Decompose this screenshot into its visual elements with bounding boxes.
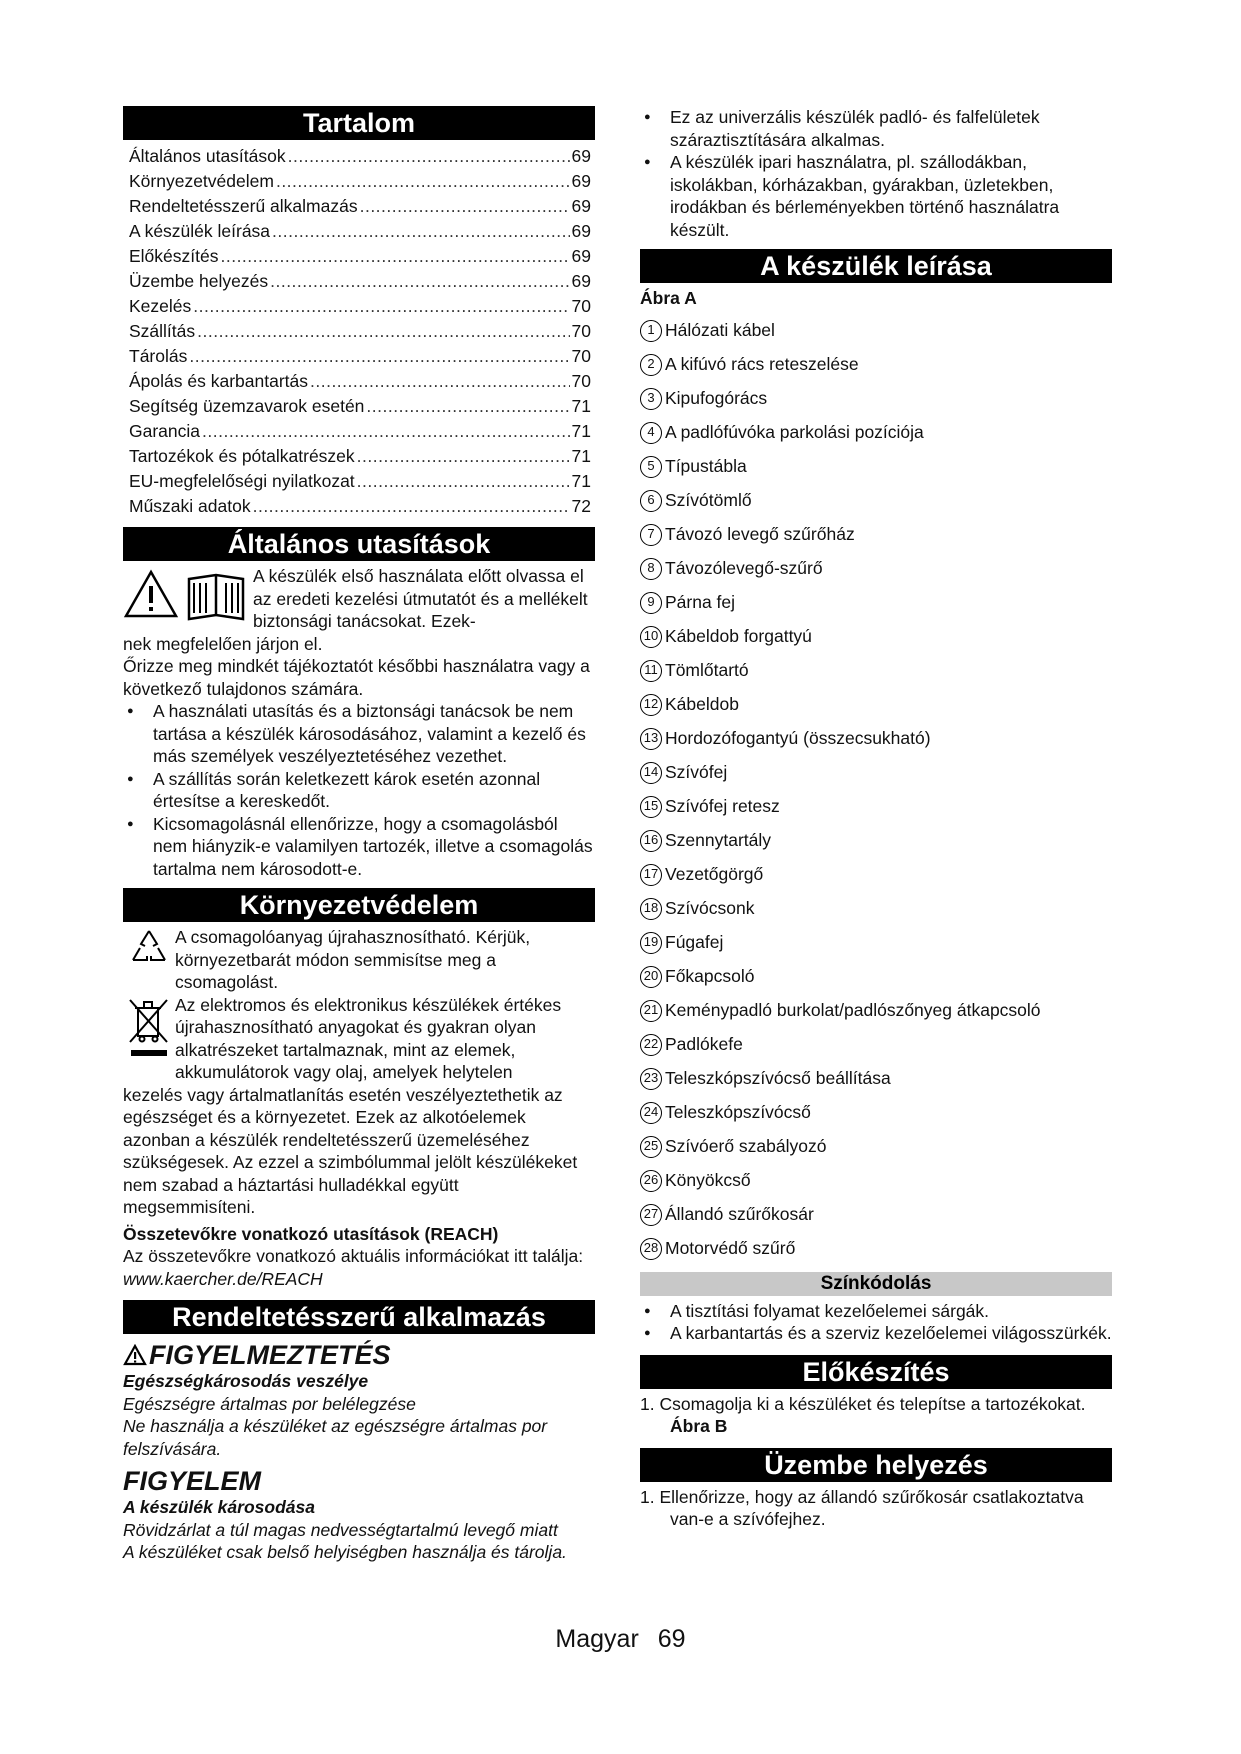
caution-line: A készüléket csak belső helyiségben használja és tárolja. bbox=[123, 1542, 567, 1562]
part-number: 18 bbox=[640, 898, 662, 920]
warning-triangle-icon bbox=[123, 1344, 147, 1366]
left-column bbox=[123, 106, 595, 1564]
page-number: 69 bbox=[657, 1625, 686, 1653]
list-item: 6 Szívótömlő bbox=[640, 484, 1112, 518]
startup-step: 1. Ellenőrizze, hogy az állandó szűrőkosár csatlakoztatva van-e a szívófejhez. bbox=[640, 1486, 1084, 1529]
preparation-step: 1. Csomagolja ki a készüléket és telepítse a tartozékokat. bbox=[640, 1393, 1086, 1414]
part-number: 9 bbox=[640, 592, 662, 614]
reach-text: Az összetevőkre vonatkozó aktuális információkat itt találja: www.kaercher.de/REACH bbox=[123, 1246, 584, 1289]
list-item: 8 Távozólevegő-szűrő bbox=[640, 552, 1112, 586]
intended-bullets bbox=[640, 106, 1112, 241]
toc-entry[interactable]: Szállítás ..... 70 bbox=[123, 319, 595, 344]
toc-entry[interactable]: Tartozékok és pótalkatrészek ..... 71 bbox=[123, 444, 595, 469]
toc-entry[interactable]: Üzembe helyezés ..... 69 bbox=[123, 269, 595, 294]
environment-heading: Környezetvédelem bbox=[123, 888, 595, 922]
list-item: ● A tisztítási folyamat kezelőelemei sárgák. bbox=[640, 1300, 1112, 1323]
list-item: 28 Motorvédő szűrő bbox=[640, 1232, 1112, 1266]
list-item: 17 Vezetőgörgő bbox=[640, 858, 1112, 892]
page-footer bbox=[0, 1625, 1241, 1653]
list-item: 3 Kipufogórács bbox=[640, 382, 1112, 416]
toc-entry[interactable]: Ápolás és karbantartás ..... 70 bbox=[123, 369, 595, 394]
toc-entry[interactable]: Segítség üzemzavarok esetén ..... 71 bbox=[123, 394, 595, 419]
part-number: 13 bbox=[640, 728, 662, 750]
toc-entry[interactable]: Kezelés ..... 70 bbox=[123, 294, 595, 319]
color-coding-bullets bbox=[640, 1300, 1112, 1345]
crossed-bin-icon bbox=[127, 996, 171, 1060]
manual-book-icon bbox=[185, 569, 247, 623]
list-item: 21 Keménypadló burkolat/padlószőnyeg átkapcsoló bbox=[640, 994, 1112, 1028]
list-item: ● Kicsomagolásnál ellenőrizze, hogy a csomagolásból nem hiányzik-e valamilyen tartozék, illetve a csomagolás tartalma nem károsodott-e. bbox=[123, 813, 595, 881]
part-number: 2 bbox=[640, 354, 662, 376]
general-keep-text: Őrizze meg mindkét tájékoztatót későbbi használatra vagy a következő tulajdonos számára. bbox=[123, 656, 590, 699]
part-number: 5 bbox=[640, 456, 662, 478]
figure-label: Ábra B bbox=[670, 1416, 728, 1436]
part-number: 14 bbox=[640, 762, 662, 784]
list-item: ● Ez az univerzális készülék padló- és falfelületek száraztisztítására alkalmas. bbox=[640, 106, 1112, 151]
part-number: 3 bbox=[640, 388, 662, 410]
list-item: 5 Típustábla bbox=[640, 450, 1112, 484]
part-number: 15 bbox=[640, 796, 662, 818]
part-number: 4 bbox=[640, 422, 662, 444]
toc-entry[interactable]: EU-megfelelőségi nyilatkozat ..... 71 bbox=[123, 469, 595, 494]
list-item: 18 Szívócsonk bbox=[640, 892, 1112, 926]
warning-triangle-icon bbox=[123, 569, 179, 619]
description-heading: A készülék leírása bbox=[640, 249, 1112, 283]
weee-text-cont: kezelés vagy ártalmatlanítás esetén veszélyeztethetik az egészséget és a környezetet. Ezek az alkotóelemek azonban a készülék rendeltetésszerű üzemeléséhez szükségesek. Az ezzel a szimbólummal jelölt készülékeket nem szabad a háztartási hulladékkal együtt megsemmisíteni. bbox=[123, 1084, 578, 1217]
toc-entry[interactable]: Környezetvédelem ..... 69 bbox=[123, 169, 595, 194]
part-number: 7 bbox=[640, 524, 662, 546]
intended-use-heading: Rendeltetésszerű alkalmazás bbox=[123, 1300, 595, 1334]
part-number: 6 bbox=[640, 490, 662, 512]
list-item: 9 Párna fej bbox=[640, 586, 1112, 620]
recycle-block bbox=[123, 926, 595, 994]
caution-line: Rövidzárlat a túl magas nedvességtartalmú levegő miatt bbox=[123, 1519, 558, 1540]
part-number: 16 bbox=[640, 830, 662, 852]
weee-text: Az elektromos és elektronikus készülékek értékes újrahasznosítható anyagokat és gyakran olyan alkatrészeket tartalmaznak, mint az elemek, akkumulátorok vagy olaj, amelyek helytelen bbox=[175, 994, 562, 1082]
part-number: 17 bbox=[640, 864, 662, 886]
toc-heading: Tartalom bbox=[123, 106, 595, 140]
part-number: 22 bbox=[640, 1034, 662, 1056]
warning-line: Ne használja a készüléket az egészségre ártalmas por felszívására. bbox=[123, 1416, 548, 1459]
recycle-icon bbox=[127, 926, 171, 968]
list-item: 24 Teleszkópszívócső bbox=[640, 1096, 1112, 1130]
list-item: ● A karbantartás és a szerviz kezelőelemei világosszürkék. bbox=[640, 1322, 1112, 1345]
general-intro-text: A készülék első használata előtt olvassa el az eredeti kezelési útmutatót és a mellékelt biztonsági tanácsokat. Ezek- bbox=[253, 566, 588, 631]
list-item: 22 Padlókefe bbox=[640, 1028, 1112, 1062]
part-number: 20 bbox=[640, 966, 662, 988]
toc-entry[interactable]: Rendeltetésszerű alkalmazás ..... 69 bbox=[123, 194, 595, 219]
list-item: 16 Szennytartály bbox=[640, 824, 1112, 858]
list-item: 23 Teleszkópszívócső beállítása bbox=[640, 1062, 1112, 1096]
list-item: 27 Állandó szűrőkosár bbox=[640, 1198, 1112, 1232]
weee-block bbox=[123, 994, 595, 1084]
reach-title: Összetevőkre vonatkozó utasítások (REACH) bbox=[123, 1223, 499, 1244]
part-number: 8 bbox=[640, 558, 662, 580]
list-item: 20 Főkapcsoló bbox=[640, 960, 1112, 994]
toc-entry[interactable]: Műszaki adatok ..... 72 bbox=[123, 494, 595, 519]
list-item: ● A használati utasítás és a biztonsági tanácsok be nem tartása a készülék károsodásához, valamint a kezelő és más személyek veszélyeztetéséhez vezethet. bbox=[123, 700, 595, 768]
list-item: 25 Szívóerő szabályozó bbox=[640, 1130, 1112, 1164]
part-number: 28 bbox=[640, 1238, 662, 1260]
part-number: 10 bbox=[640, 626, 662, 648]
general-intro-cont: nek megfelelően járjon el. bbox=[123, 633, 323, 654]
part-number: 11 bbox=[640, 660, 662, 682]
recycle-text: A csomagolóanyag újrahasznosítható. Kérjük, környezetbarát módon semmisítse meg a csomagolást. bbox=[175, 927, 531, 992]
list-item: 15 Szívófej retesz bbox=[640, 790, 1112, 824]
part-number: 23 bbox=[640, 1068, 662, 1090]
toc-entry[interactable]: Előkészítés ..... 69 bbox=[123, 244, 595, 269]
general-heading: Általános utasítások bbox=[123, 527, 595, 561]
footer-language: Magyar bbox=[555, 1625, 639, 1653]
toc-entry[interactable]: Általános utasítások ..... 69 bbox=[123, 144, 595, 169]
color-coding-heading: Színkódolás bbox=[640, 1272, 1112, 1296]
part-number: 19 bbox=[640, 932, 662, 954]
toc-entry[interactable]: Tárolás ..... 70 bbox=[123, 344, 595, 369]
list-item: 26 Könyökcső bbox=[640, 1164, 1112, 1198]
part-number: 24 bbox=[640, 1102, 662, 1124]
caution-subtitle: A készülék károsodása bbox=[123, 1497, 315, 1517]
startup-heading: Üzembe helyezés bbox=[640, 1448, 1112, 1482]
list-item: ● A szállítás során keletkezett károk esetén azonnal értesítse a kereskedőt. bbox=[123, 768, 595, 813]
warning-title: FIGYELMEZTETÉS bbox=[123, 1340, 595, 1370]
list-item: ● A készülék ipari használatra, pl. szállodákban, iskolákban, kórházakban, gyárakban, üzletekben, irodákban és bérleményekben történő használatra készült. bbox=[640, 151, 1112, 241]
list-item: 10 Kábeldob forgattyú bbox=[640, 620, 1112, 654]
part-number: 1 bbox=[640, 320, 662, 342]
general-intro bbox=[123, 565, 595, 633]
right-column bbox=[640, 106, 1112, 1531]
warning-line: Egészségre ártalmas por belélegzése bbox=[123, 1393, 416, 1414]
list-item: 4 A padlófúvóka parkolási pozíciója bbox=[640, 416, 1112, 450]
part-number: 12 bbox=[640, 694, 662, 716]
list-item: 11 Tömlőtartó bbox=[640, 654, 1112, 688]
warning-subtitle: Egészségkárosodás veszélye bbox=[123, 1371, 369, 1391]
list-item: 2 A kifúvó rács reteszelése bbox=[640, 348, 1112, 382]
part-number: 21 bbox=[640, 1000, 662, 1022]
figure-label: Ábra A bbox=[640, 288, 697, 308]
toc-entry[interactable]: Garancia ..... 71 bbox=[123, 419, 595, 444]
list-item: 19 Fúgafej bbox=[640, 926, 1112, 960]
list-item: 14 Szívófej bbox=[640, 756, 1112, 790]
part-number: 27 bbox=[640, 1204, 662, 1226]
caution-title: FIGYELEM bbox=[123, 1466, 262, 1496]
preparation-heading: Előkészítés bbox=[640, 1355, 1112, 1389]
part-number: 25 bbox=[640, 1136, 662, 1158]
list-item: 13 Hordozófogantyú (összecsukható) bbox=[640, 722, 1112, 756]
parts-list bbox=[640, 314, 1112, 1266]
part-number: 26 bbox=[640, 1170, 662, 1192]
general-bullets bbox=[123, 700, 595, 880]
toc-entry[interactable]: A készülék leírása ..... 69 bbox=[123, 219, 595, 244]
toc-list bbox=[123, 144, 595, 519]
reach-link[interactable]: www.kaercher.de/REACH bbox=[123, 1268, 323, 1289]
list-item: 1 Hálózati kábel bbox=[640, 314, 1112, 348]
list-item: 12 Kábeldob bbox=[640, 688, 1112, 722]
list-item: 7 Távozó levegő szűrőház bbox=[640, 518, 1112, 552]
